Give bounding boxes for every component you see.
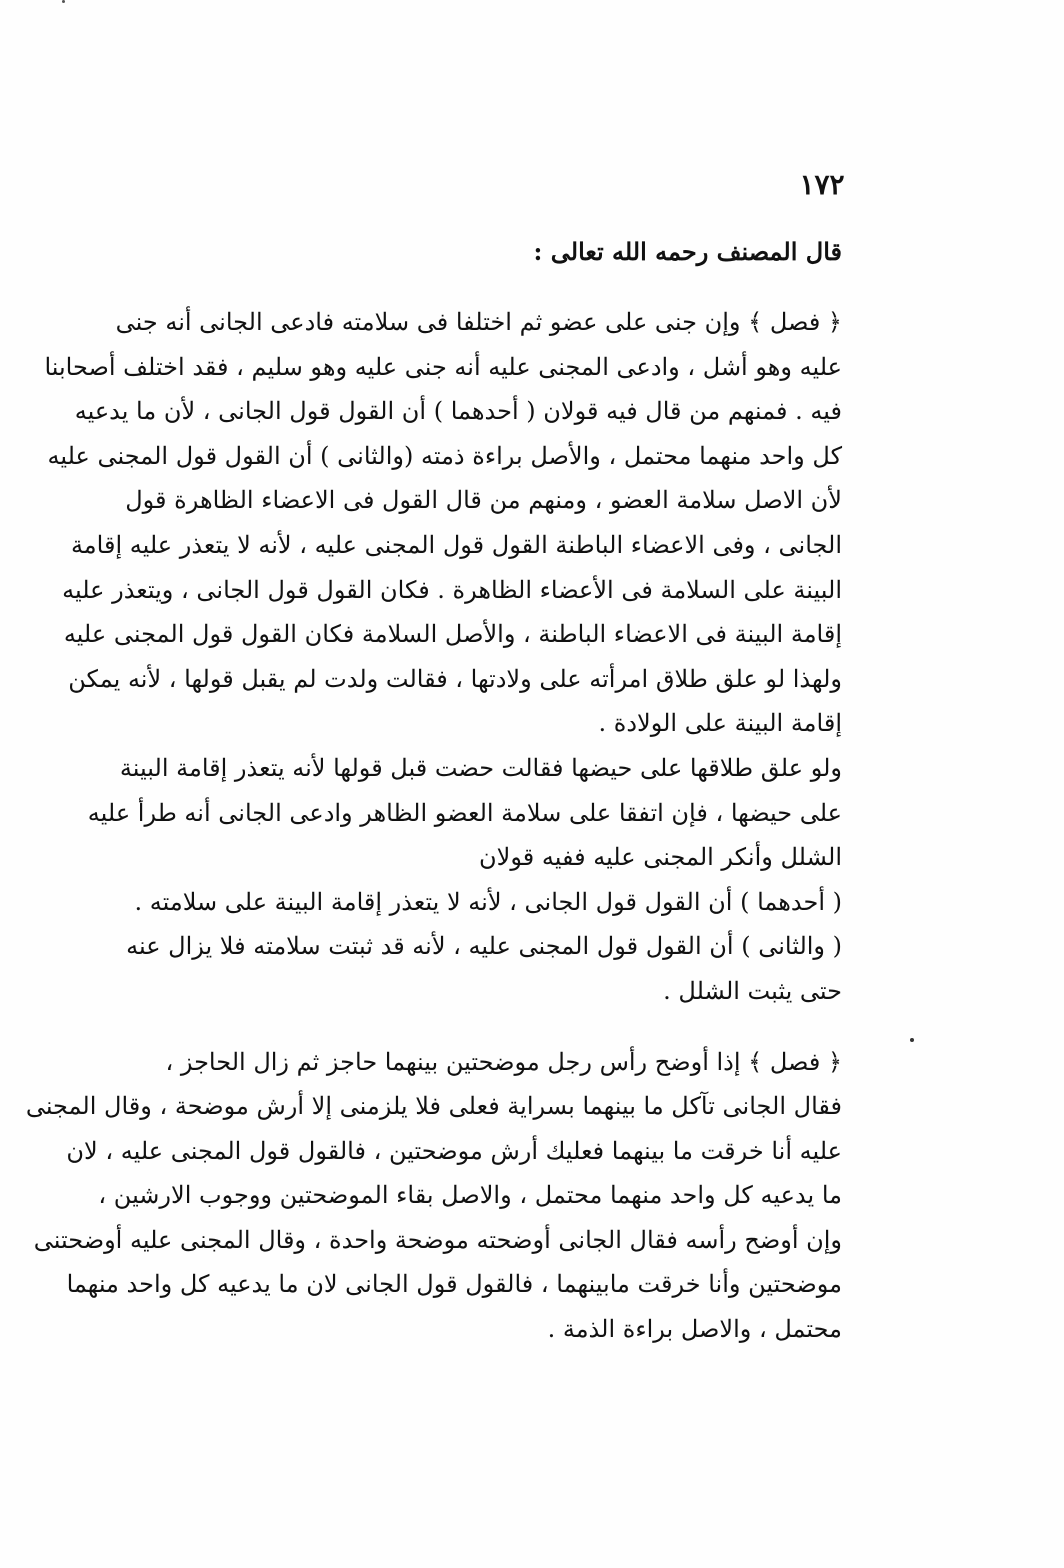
text-line: البينة على السلامة فى الأعضاء الظاهرة . فكان القول قول الجانى ، ويتعذر عليه bbox=[62, 575, 842, 604]
text-line: ﴿ فصل ﴾ وإن جنى على عضو ثم اختلفا فى سلامته فادعى الجانى أنه جنى bbox=[115, 308, 842, 336]
text-line: لأن الاصل سلامة العضو ، ومنهم من قال القول فى الاعضاء الظاهرة قول bbox=[125, 486, 842, 515]
text-line: كل واحد منهما محتمل ، والأصل براءة ذمته (والثانى ) أن القول قول المجنى عليه bbox=[47, 441, 842, 470]
text-line: ولو علق طلاقها على حيضها فقالت حضت قبل قولها لأنه يتعذر إقامة البينة bbox=[119, 753, 842, 782]
text-line: وإن أوضح رأسه فقال الجانى أوضحته موضحة واحدة ، وقال المجنى عليه أوضحتنى bbox=[33, 1225, 842, 1254]
text-line: على حيضها ، فإن اتفقا على سلامة العضو الظاهر وادعى الجانى أنه طرأ عليه bbox=[87, 798, 842, 827]
section-gap bbox=[152, 1014, 842, 1040]
text-line: محتمل ، والاصل براءة الذمة . bbox=[547, 1315, 842, 1344]
text-line: عليه وهو أشل ، وادعى المجنى عليه أنه جنى عليه وهو سليم ، فقد اختلف أصحابنا bbox=[44, 352, 842, 381]
text-line: حتى يثبت الشلل . bbox=[663, 976, 842, 1005]
body-text bbox=[25, 300, 842, 1352]
scan-speck bbox=[910, 1038, 914, 1042]
text-line: إقامة البينة فى الاعضاء الباطنة ، والأصل السلامة فكان القول قول المجنى عليه bbox=[63, 620, 842, 649]
text-line: ولهذا لو علق طلاق امرأته على ولادتها ، فقالت ولدت لم يقبل قولها ، لأنه يمكن bbox=[68, 664, 842, 693]
text-line: ( والثانى ) أن القول قول المجنى عليه ، لأنه قد ثبتت سلامته فلا يزال عنه bbox=[126, 932, 842, 961]
text-line: عليه أنا خرقت ما بينهما فعليك أرش موضحتين ، فالقول قول المجنى عليه ، لان bbox=[66, 1136, 842, 1165]
text-line: فيه . فمنهم من قال فيه قولان ( أحدهما ) أن القول قول الجانى ، لأن ما يدعيه bbox=[74, 397, 842, 426]
text-line: إقامة البينة على الولادة . bbox=[598, 709, 842, 738]
page-number: ١٧٢ bbox=[799, 168, 845, 201]
chapter-heading: قال المصنف رحمه الله تعالى : bbox=[533, 237, 842, 266]
text-line: الجانى ، وفى الاعضاء الباطنة القول قول المجنى عليه ، لأنه لا يتعذر عليه إقامة bbox=[70, 530, 842, 559]
text-line: ما يدعيه كل واحد منهما محتمل ، والاصل بقاء الموضحتين ووجوب الارشين ، bbox=[98, 1181, 842, 1210]
text-line: موضحتين وأنا خرقت مابينهما ، فالقول قول الجانى لان ما يدعيه كل واحد منهما bbox=[66, 1270, 842, 1299]
text-line: ( أحدهما ) أن القول قول الجانى ، لأنه لا يتعذر إقامة البينة على سلامته . bbox=[134, 887, 842, 916]
text-line: فقال الجانى تآكل ما بينهما بسراية فعلى فلا يلزمنى إلا أرش موضحة ، وقال المجنى bbox=[25, 1092, 842, 1121]
text-line: ﴿ فصل ﴾ إذا أوضح رأس رجل موضحتين بينهما حاجز ثم زال الحاجز ، bbox=[165, 1047, 842, 1076]
text-line: الشلل وأنكر المجنى عليه ففيه قولان bbox=[479, 843, 842, 872]
scan-speck bbox=[62, 0, 65, 3]
